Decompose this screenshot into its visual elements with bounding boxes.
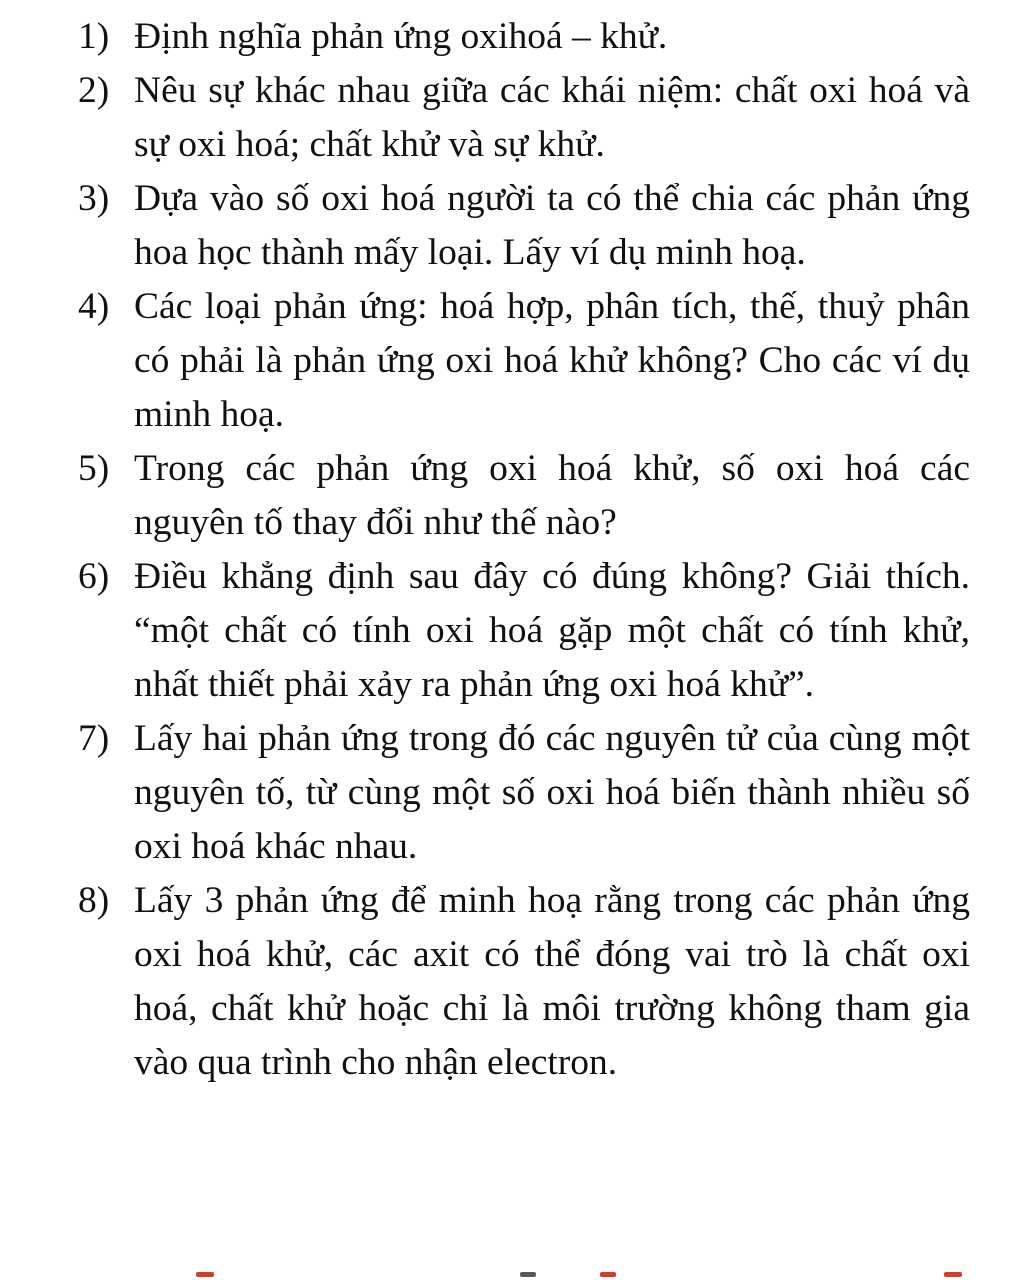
cropped-next-line xyxy=(0,1266,1024,1280)
question-number: 4) xyxy=(78,286,110,327)
question-list xyxy=(78,10,970,1090)
question-number: 3) xyxy=(78,178,110,219)
cropped-glyph-fragment xyxy=(196,1272,214,1277)
question-item-4 xyxy=(78,280,970,442)
question-number: 8) xyxy=(78,880,110,921)
cropped-glyph-fragment xyxy=(944,1272,962,1277)
question-text: Dựa vào số oxi hoá người ta có thể chia các phản ứng hoa học thành mấy loại. Lấy ví dụ minh hoạ. xyxy=(134,178,970,273)
question-text: Các loại phản ứng: hoá hợp, phân tích, thế, thuỷ phân có phải là phản ứng oxi hoá khử không? Cho các ví dụ minh hoạ. xyxy=(134,286,970,435)
question-item-5 xyxy=(78,442,970,550)
question-item-6 xyxy=(78,550,970,712)
question-item-3 xyxy=(78,172,970,280)
question-text: Trong các phản ứng oxi hoá khử, số oxi hoá các nguyên tố thay đổi như thế nào? xyxy=(134,448,970,543)
question-item-2 xyxy=(78,64,970,172)
cropped-glyph-fragment xyxy=(600,1272,616,1277)
cropped-glyph-fragment xyxy=(520,1272,536,1277)
question-number: 2) xyxy=(78,70,110,111)
question-number: 7) xyxy=(78,718,110,759)
question-number: 5) xyxy=(78,448,110,489)
question-text: Nêu sự khác nhau giữa các khái niệm: chất oxi hoá và sự oxi hoá; chất khử và sự khử. xyxy=(134,70,970,165)
question-text: Lấy 3 phản ứng để minh hoạ rằng trong các phản ứng oxi hoá khử, các axit có thể đóng vai trò là chất oxi hoá, chất khử hoặc chỉ là môi trường không tham gia vào qua trình cho nhận electron. xyxy=(134,880,970,1083)
question-item-7 xyxy=(78,712,970,874)
question-text: Điều khẳng định sau đây có đúng không? Giải thích. “một chất có tính oxi hoá gặp một chất có tính khử, nhất thiết phải xảy ra phản ứng oxi hoá khử”. xyxy=(134,556,970,705)
question-item-1 xyxy=(78,10,970,64)
question-number: 1) xyxy=(78,16,110,57)
question-number: 6) xyxy=(78,556,110,597)
question-text: Lấy hai phản ứng trong đó các nguyên tử của cùng một nguyên tố, từ cùng một số oxi hoá biến thành nhiều số oxi hoá khác nhau. xyxy=(134,718,970,867)
question-item-8 xyxy=(78,874,970,1090)
question-text: Định nghĩa phản ứng oxihoá – khử. xyxy=(134,16,668,57)
